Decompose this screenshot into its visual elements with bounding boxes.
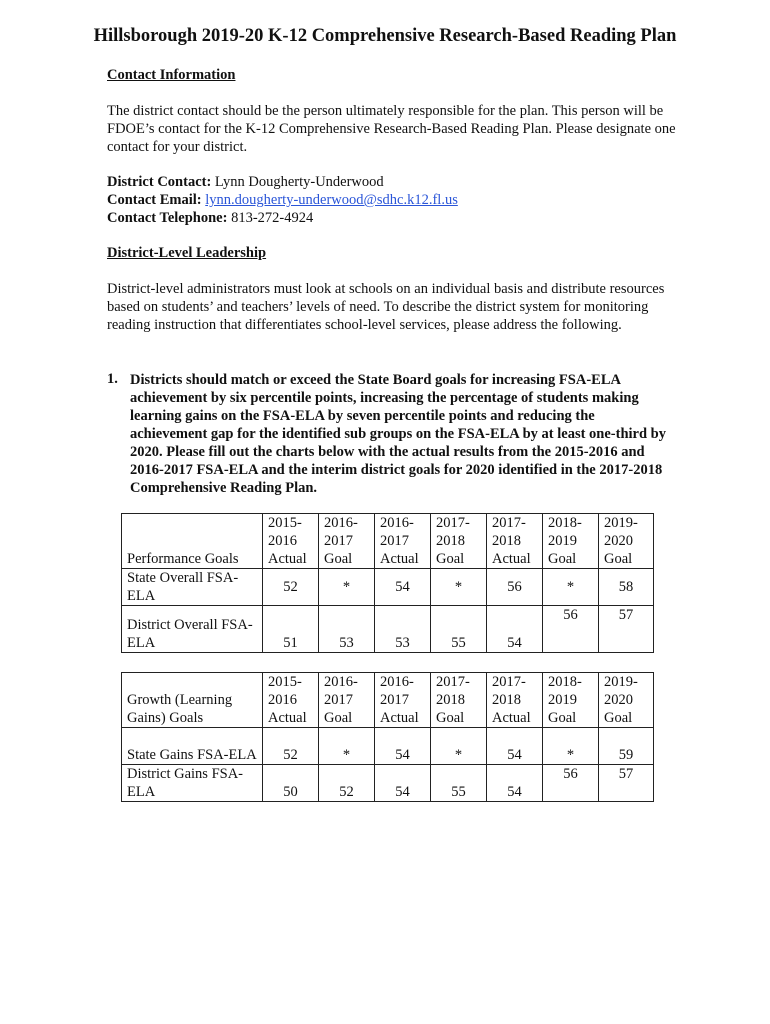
table-cell: 53 xyxy=(375,606,431,653)
table-cell: 54 xyxy=(487,765,543,802)
row-label: State Overall FSA-ELA xyxy=(122,569,263,606)
table-cell: 54 xyxy=(487,606,543,653)
table-cell: * xyxy=(543,728,599,765)
growth-goals-table xyxy=(121,672,654,802)
column-header: 2019- 2020 Goal xyxy=(599,514,654,569)
contact-email-label: Contact Email: xyxy=(107,192,202,208)
district-contact-line xyxy=(107,174,384,191)
district-contact-label: District Contact: xyxy=(107,174,212,190)
table-cell: 57 xyxy=(599,765,654,802)
table-cell: 55 xyxy=(431,606,487,653)
contact-intro: The district contact should be the person ultimately responsible for the plan. This person will be FDOE’s contact for the K-12 Comprehensive Research-Based Reading Plan. Please designate one contact for your district. xyxy=(107,103,676,155)
table-cell: * xyxy=(319,728,375,765)
table-cell: 56 xyxy=(543,606,599,653)
contact-phone-label: Contact Telephone: xyxy=(107,210,228,226)
table-cell: 58 xyxy=(599,569,654,606)
column-header: 2017- 2018 Goal xyxy=(431,514,487,569)
question-number: 1. xyxy=(107,371,118,387)
table-cell: 57 xyxy=(599,606,654,653)
table-cell: 52 xyxy=(263,569,319,606)
table-cell: * xyxy=(431,728,487,765)
table-cell: 51 xyxy=(263,606,319,653)
table-cell: 54 xyxy=(375,728,431,765)
table-row xyxy=(122,765,654,802)
column-header: 2017- 2018 Goal xyxy=(431,673,487,728)
table-header-row xyxy=(122,514,654,569)
table-corner-label: Growth (Learning Gains) Goals xyxy=(122,673,263,728)
table-header-row xyxy=(122,673,654,728)
question-text: Districts should match or exceed the State Board goals for increasing FSA-ELA achievement by six percentile points, increasing the percentage of students making learning gains on the FSA-ELA by seven percentile points and reducing the achievement gap for the identified sub groups on the FSA-ELA by at least one-third by 2020. Please fill out the charts below with the actual results from the 2015-2016 and 2016-2017 FSA-ELA and the interim district goals for 2020 identified in the 2017-2018 Comprehensive Reading Plan. xyxy=(130,372,666,496)
table-cell: 52 xyxy=(319,765,375,802)
column-header: 2016- 2017 Goal xyxy=(319,673,375,728)
table-cell: 52 xyxy=(263,728,319,765)
table-cell: 56 xyxy=(543,765,599,802)
table-row xyxy=(122,728,654,765)
column-header: 2018- 2019 Goal xyxy=(543,514,599,569)
district-contact-value: Lynn Dougherty-Underwood xyxy=(214,174,384,190)
column-header: 2016- 2017 Goal xyxy=(319,514,375,569)
contact-email-link[interactable]: lynn.dougherty-underwood@sdhc.k12.fl.us xyxy=(205,192,458,208)
table-row xyxy=(122,569,654,606)
table-cell: 50 xyxy=(263,765,319,802)
contact-email-line xyxy=(107,192,458,209)
table-cell: 59 xyxy=(599,728,654,765)
table-cell: 54 xyxy=(375,765,431,802)
row-label: District Gains FSA-ELA xyxy=(122,765,263,802)
contact-phone-line xyxy=(107,210,313,227)
table-cell: * xyxy=(319,569,375,606)
column-header: 2015- 2016 Actual xyxy=(263,514,319,569)
table-cell: 56 xyxy=(487,569,543,606)
row-label: District Overall FSA-ELA xyxy=(122,606,263,653)
table-cell: 54 xyxy=(375,569,431,606)
column-header: 2017- 2018 Actual xyxy=(487,673,543,728)
table-row xyxy=(122,606,654,653)
table-corner-label: Performance Goals xyxy=(122,514,263,569)
table-cell: * xyxy=(543,569,599,606)
column-header: 2019- 2020 Goal xyxy=(599,673,654,728)
table-cell: * xyxy=(431,569,487,606)
column-header: 2018- 2019 Goal xyxy=(543,673,599,728)
performance-goals-table xyxy=(121,513,654,653)
table-cell: 54 xyxy=(487,728,543,765)
column-header: 2016- 2017 Actual xyxy=(375,673,431,728)
column-header: 2015- 2016 Actual xyxy=(263,673,319,728)
contact-phone-value: 813-272-4924 xyxy=(231,210,314,226)
contact-heading: Contact Information xyxy=(107,67,236,83)
column-header: 2016- 2017 Actual xyxy=(375,514,431,569)
column-header: 2017- 2018 Actual xyxy=(487,514,543,569)
table-cell: 55 xyxy=(431,765,487,802)
row-label: State Gains FSA-ELA xyxy=(122,728,263,765)
page-title: Hillsborough 2019-20 K-12 Comprehensive Research-Based Reading Plan xyxy=(93,26,677,46)
leadership-heading: District-Level Leadership xyxy=(107,245,267,261)
leadership-intro: District-level administrators must look at schools on an individual basis and distribute resources based on students’ and teachers’ levels of need. To describe the district system for monitoring reading instruction that differentiates school-level services, please address the following. xyxy=(107,281,665,333)
table-cell: 53 xyxy=(319,606,375,653)
